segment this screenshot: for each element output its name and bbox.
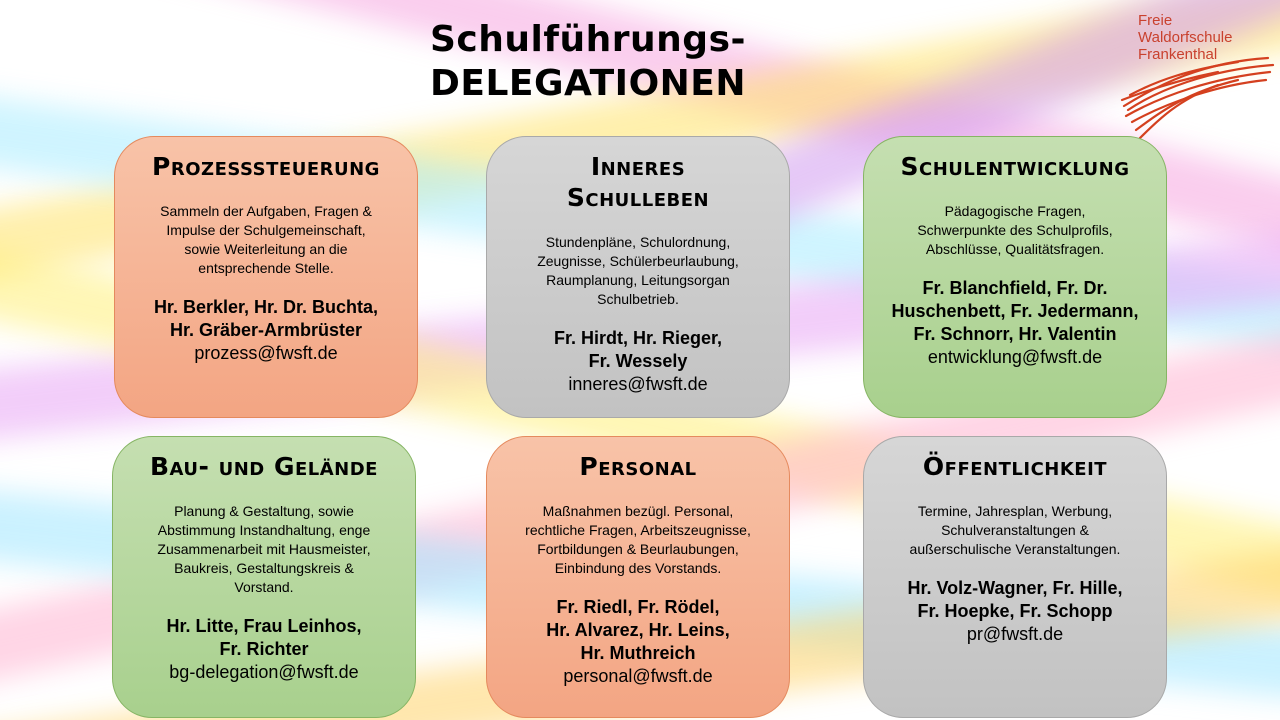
card-email[interactable]: inneres@fwsft.de: [568, 374, 708, 394]
card-description: Maßnahmen bezügl. Personal, rechtliche Fragen, Arbeitszeugnisse, Fortbildungen & Beurlaubungen, Einbindung des Vorstands.: [525, 503, 751, 576]
card-oeffentlichkeit: [863, 436, 1167, 718]
card-email[interactable]: pr@fwsft.de: [966, 624, 1064, 644]
card-bau-und-gelaende: [112, 436, 416, 718]
card-inneres-schulleben: [486, 136, 790, 418]
card-email[interactable]: personal@fwsft.de: [563, 666, 713, 686]
card-personal: [486, 436, 790, 718]
card-description: Stundenpläne, Schulordnung, Zeugnisse, Schülerbeurlaubung, Raumplanung, Leitungsorgan Schulbetrieb.: [537, 234, 739, 307]
card-members: Fr. Hirdt, Hr. Rieger, Fr. Wessely: [553, 328, 723, 371]
card-title: Personal: [579, 452, 697, 481]
card-description: Sammeln der Aufgaben, Fragen & Impulse der Schulgemeinschaft, sowie Weiterleitung an die entsprechende Stelle.: [160, 203, 372, 276]
card-members: Fr. Blanchfield, Fr. Dr. Huschenbett, Fr. Jedermann, Fr. Schnorr, Hr. Valentin: [891, 278, 1139, 344]
card-schulentwicklung: [863, 136, 1167, 418]
card-members: Hr. Volz-Wagner, Fr. Hille, Fr. Hoepke, Fr. Schopp: [907, 578, 1123, 621]
card-title: Öffentlichkeit: [922, 452, 1108, 481]
card-title: Schulentwicklung: [900, 152, 1130, 181]
card-email[interactable]: entwicklung@fwsft.de: [927, 347, 1103, 367]
card-description: Planung & Gestaltung, sowie Abstimmung Instandhaltung, enge Zusammenarbeit mit Hausmeister, Baukreis, Gestaltungskreis & Vorstand.: [157, 503, 371, 595]
card-description: Termine, Jahresplan, Werbung, Schulveranstaltungen & außerschulische Veranstaltungen.: [909, 503, 1121, 557]
card-description: Pädagogische Fragen, Schwerpunkte des Schulprofils, Abschlüsse, Qualitätsfragen.: [917, 203, 1113, 257]
brush-stroke-icon: [1118, 50, 1278, 140]
logo-text: Freie Waldorfschule Frankenthal: [1138, 12, 1233, 63]
card-members: Fr. Riedl, Fr. Rödel, Hr. Alvarez, Hr. Leins, Hr. Muthreich: [546, 597, 730, 663]
card-members: Hr. Litte, Frau Leinhos, Fr. Richter: [166, 616, 362, 659]
page-title: Schulführungs- DELEGATIONEN: [430, 19, 747, 104]
card-email[interactable]: prozess@fwsft.de: [194, 343, 338, 363]
card-title: Inneres Schulleben: [566, 152, 710, 212]
card-members: Hr. Berkler, Hr. Dr. Buchta, Hr. Gräber-Armbrüster: [153, 297, 379, 340]
card-title: Prozesssteuerung: [152, 152, 380, 181]
card-title: Bau- und Gelände: [150, 452, 378, 481]
card-prozesssteuerung: [114, 136, 418, 418]
card-email[interactable]: bg-delegation@fwsft.de: [169, 662, 359, 682]
school-logo: [1118, 10, 1278, 140]
